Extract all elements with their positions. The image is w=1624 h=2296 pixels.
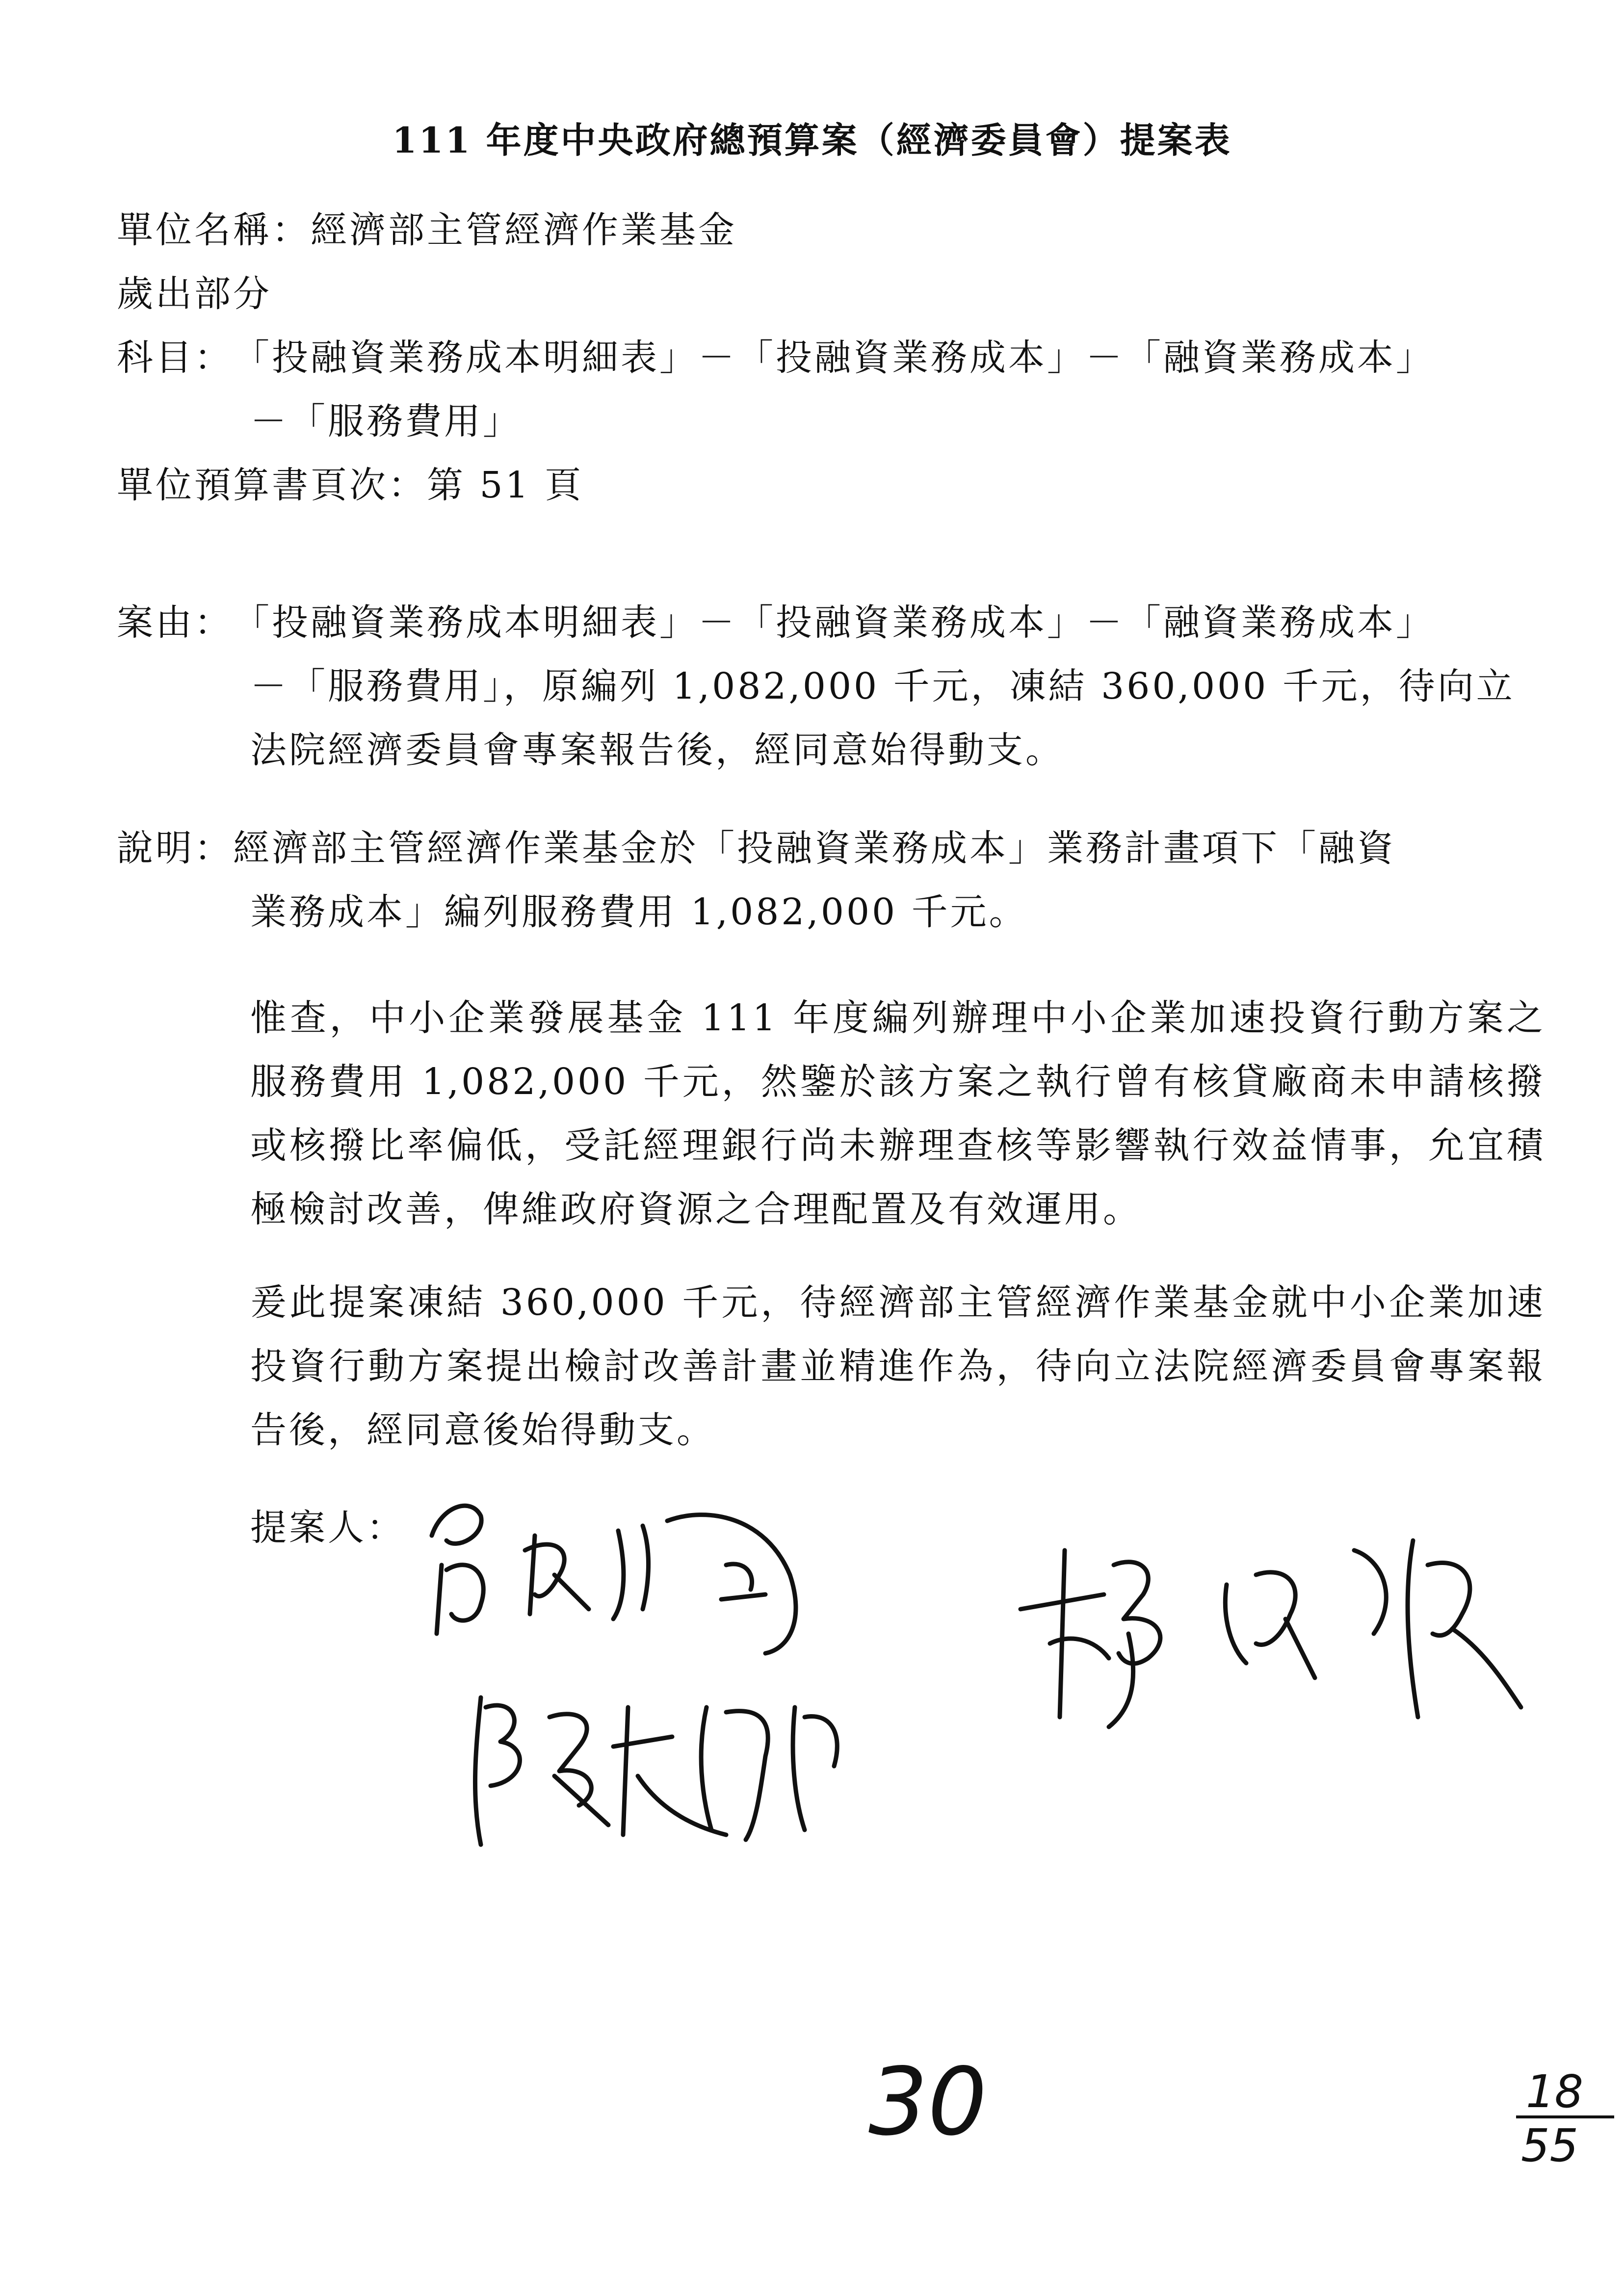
corner-annotation	[1516, 2061, 1614, 2173]
unit-name: 單位名稱：經濟部主管經濟作業基金	[117, 209, 737, 251]
explain-row	[117, 827, 1396, 870]
explain-label: 說明：	[117, 827, 233, 869]
handwritten-page-number	[864, 2051, 1011, 2149]
subject-label: 科目：	[117, 337, 233, 379]
page-reference: 單位預算書頁次：第 51 頁	[117, 464, 584, 506]
page-number-text: 30	[868, 2051, 987, 2149]
document-title: 111 年度中央政府總預算案（經濟委員會）提案表	[392, 119, 1232, 161]
case-text-3: 法院經濟委員會專案報告後，經同意始得動支。	[250, 729, 1064, 771]
case-text-1: 「投融資業務成本明細表」－「投融資業務成本」－「融資業務成本」	[233, 601, 1435, 644]
subject-text-1: 「投融資業務成本明細表」－「投融資業務成本」－「融資業務成本」	[233, 337, 1435, 379]
explain-text-1: 經濟部主管經濟作業基金於「投融資業務成本」業務計畫項下「融資	[233, 827, 1396, 869]
proposer-label: 提案人：	[250, 1507, 405, 1549]
case-label: 案由：	[117, 601, 233, 644]
explanation-paragraph-2: 惟查，中小企業發展基金 111 年度編列辦理中小企業加速投資行動方案之服務費用 1,082,000 千元，然鑒於該方案之執行曾有核貸廠商未申請核撥或核撥比率偏低，受託經理銀行尚未辦理查核等影響執行效益情事，允宜積極檢討改善，俾維政府資源之合理配置及有效運用。	[250, 997, 1545, 1230]
case-text-2: －「服務費用」，原編列 1,082,000 千元，凍結 360,000 千元，待向立	[250, 665, 1515, 707]
corner-bottom-number: 55	[1521, 2119, 1579, 2172]
signature-3	[1011, 1521, 1541, 1747]
explain-text-2: 業務成本」編列服務費用 1,082,000 千元。	[250, 891, 1028, 933]
explanation-paragraph-3: 爰此提案凍結 360,000 千元，待經濟部主管經濟作業基金就中小企業加速投資行動方案提出檢討改善計畫並精進作為，待向立法院經濟委員會專案報告後，經同意後始得動支。	[250, 1281, 1545, 1451]
section-label: 歲出部分	[117, 273, 272, 315]
case-row	[117, 601, 1435, 645]
signature-1	[412, 1477, 913, 1683]
subject-row	[117, 336, 1435, 380]
signature-2	[451, 1678, 854, 1864]
corner-top-number: 18	[1526, 2065, 1584, 2118]
subject-text-2: －「服務費用」	[250, 400, 522, 443]
